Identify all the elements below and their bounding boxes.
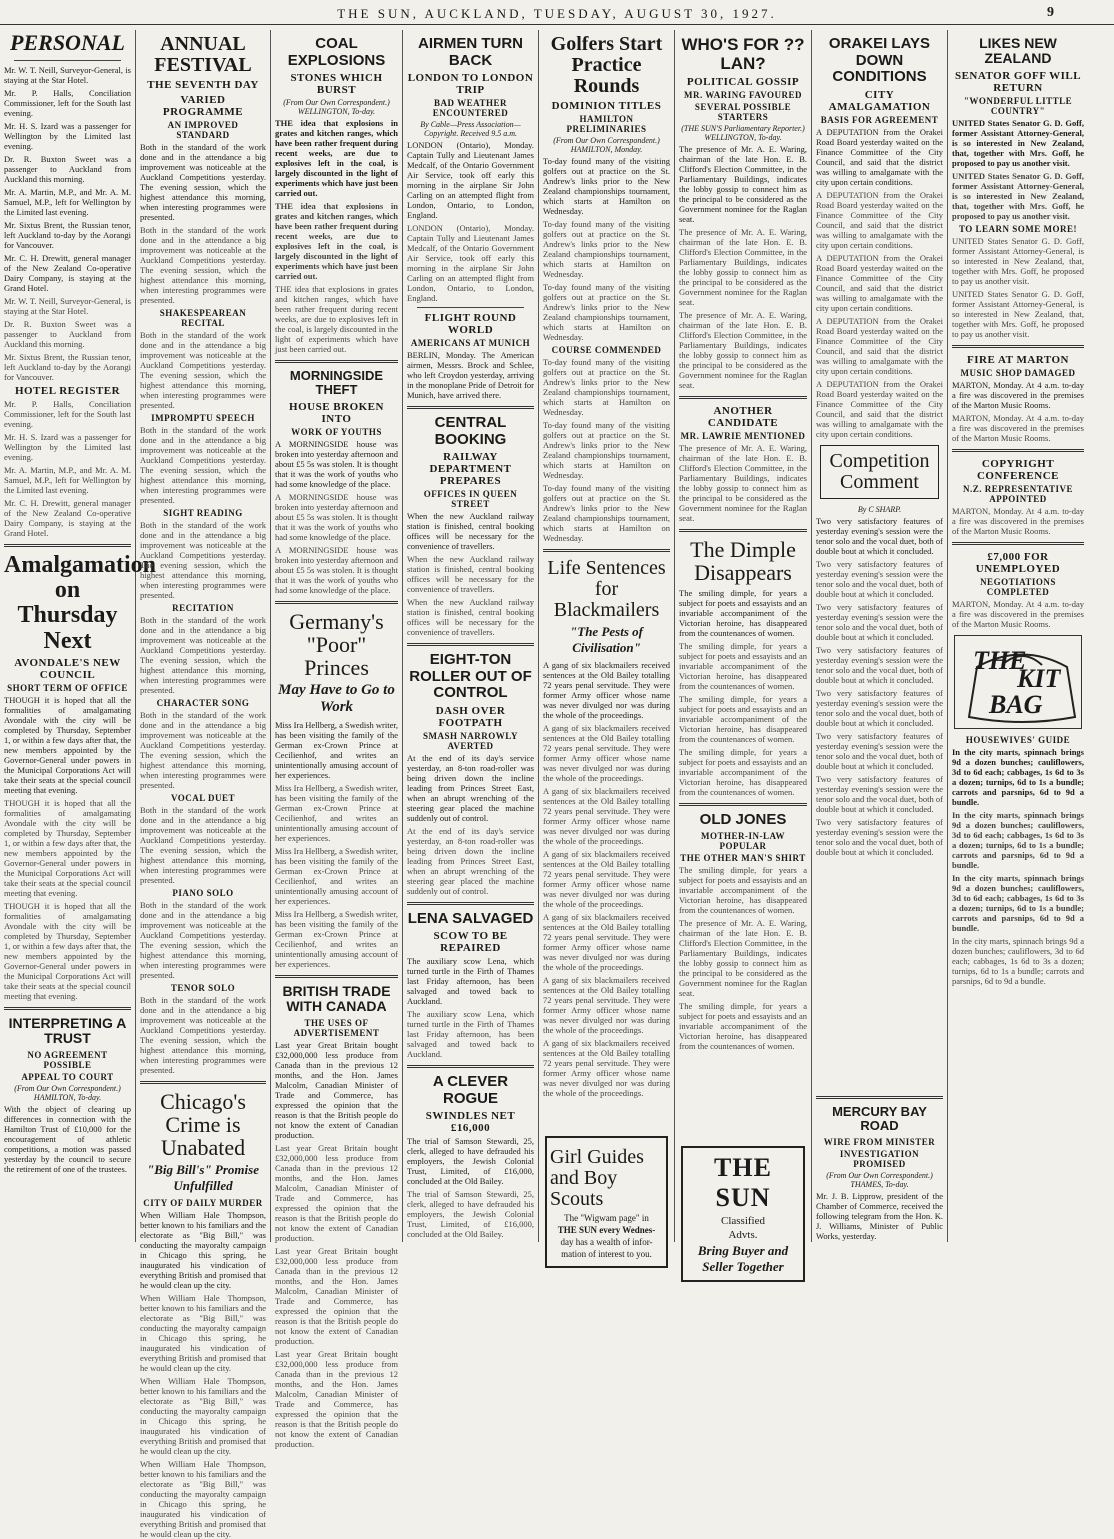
life-headline: Life Sentences for Blackmailers (547, 557, 666, 621)
article-body: To-day found many of the visiting golfers out at practice on the St. Andrew's links prior to the New Zealand championships tournament, which starts at Hamilton on Wednesday. (543, 219, 670, 279)
classified-ad-title: THE SUN (714, 1153, 772, 1212)
article-body: THE idea that explosions in grates and kitchen ranges, which have been rather frequent during recent weeks, are due to explosives left in the coal, is largely discounted in the light of experiments which have just been carried out. (275, 118, 398, 198)
article-body: Last year Great Britain bought £32,000,000 less produce from Canada than in the previous 12 months, and the Hon. James Malcolm, Canadian Minister of Trade and Commerce, has expressed the opinion that the reason is that the British people do not know the extent of Canadian production. (275, 1245, 398, 1346)
article-body: The trial of Samson Stewardi, 25, clerk, alleged to have defrauded his employers, the Jewish Colonial Trust, Limited, of £16,000, concluded at the Old Bailey. (407, 1189, 534, 1239)
article-body: Both in the standard of the work done and in the attendance a big improvement was noticeable at the Auckland Competitions yesterday. The evening session, which the highest attendance this morning, when interesting programmes were presented. (140, 142, 266, 222)
divider (4, 1007, 131, 1010)
section-heading: VOCAL DUET (170, 793, 236, 803)
chicago-kicker: CITY OF DAILY MURDER (143, 1198, 263, 1209)
divider (952, 542, 1084, 545)
byline: (From Our Own Correspondent.) HAMILTON, To-day. (14, 1083, 121, 1102)
article-body: The presence of Mr. A. E. Waring, chairman of the late Hon. E. B. Clifford's Election Committee, in the Parliamentary Buildings, indicates the lobby gossip to connect him as the principal to be considered as the Government nominee for the Raglan seat. (679, 144, 807, 225)
morningside-kicker: WORK OF YOUTHS (291, 426, 382, 437)
article-body: The auxiliary scow Lena, which turned turtle in the Firth of Thames last Friday afternoon, has been salvaged and towed back to Auckland. (407, 956, 534, 1006)
scouts-line: THE SUN every Wednes- (557, 1225, 656, 1235)
jones-headline: OLD JONES (699, 810, 787, 828)
article-body: When the new Auckland railway station is finished, central booking offices will be necessary for the convenience of travellers. (407, 511, 534, 551)
column-2 (136, 30, 271, 1539)
festival-subhead-2: VARIED PROGRAMME (162, 94, 244, 118)
byline: By C SHARP. (857, 504, 902, 514)
article-body: Last year Great Britain bought £32,000,000 less produce from Canada than in the previous 12 months, and the Hon. James Malcolm, Canadian Minister of Trade and Commerce, has expressed the opinion that the reason is that the British people do not know the extent of Canadian production. (275, 1039, 398, 1140)
divider (14, 60, 121, 61)
article-body: Miss Ira Hellberg, a Swedish writer, has been visiting the family of the German ex-Crown Prince at Cecilienhof, and writes an unintentionally amusing account of her experiences. (275, 845, 398, 906)
article-body: A DEPUTATION from the Orakei Road Board yesterday waited on the Finance Committee of the City Council, and said that the district was willing to amalgamate with the city upon certain conditions. (816, 189, 943, 250)
learn-heading: TO LEARN SOME MORE! (958, 223, 1078, 234)
booking-kicker: OFFICES IN QUEEN STREET (423, 489, 518, 509)
who-kicker-2: SEVERAL POSSIBLE STARTERS (694, 102, 792, 123)
who-kicker: MR. WARING FAVOURED (683, 90, 803, 101)
likes-kicker: "WONDERFUL LITTLE COUNTRY" (963, 95, 1073, 116)
article-body: The smiling dimple, for years a subject for poets and essayists and an invariable accompaniment of the Victorian heroine, has disappeared from the countenances of women. (679, 587, 807, 638)
article-body: Both in the standard of the work done and in the attendance a big improvement was noticeable at the Auckland Competitions yesterday. The evening session, which the highest attendance this morning, when interesting programmes were presented. (140, 425, 266, 505)
chicago-subhead: "Big Bill's" Promise Unfulfilled (147, 1162, 259, 1194)
who-subhead: POLITICAL GOSSIP (686, 76, 800, 89)
article-body: To-day found many of the visiting golfers out at practice on the St. Andrew's links prior to the New Zealand championships tournament, which starts at Hamilton on Wednesday. (543, 156, 670, 216)
divider (417, 307, 524, 308)
divider (407, 1065, 534, 1068)
article-body: Two very satisfactory features of yesterday evening's session were the tenor solo and the vocal duet, both of double bout at which it concluded. (816, 558, 943, 599)
article-body: Two very satisfactory features of yesterday evening's session were the tenor solo and the vocal duet, both of double bout at which it concluded. (816, 515, 943, 556)
personal-item: Mr. W. T. Neill, Surveyor-General, is staying at the Star Hotel. (4, 65, 131, 85)
article-body: When the new Auckland railway station is finished, central booking offices will be necessary for the convenience of travellers. (407, 597, 534, 637)
personal-item: Mr. Sixtus Brent, the Russian tenor, left Auckland to-day by the Aorangi for Vancouver. (4, 352, 131, 382)
article-body: UNITED States Senator G. D. Goff, former Assistant Attorney-General, is so interested in New Zealand, that, together with Mrs. Goff, he proposed to pay us another visit. (952, 117, 1084, 168)
flight-headline: FLIGHT ROUND WORLD (424, 312, 517, 336)
golfers-headline: Golfers Start Practice Rounds (550, 33, 663, 97)
article-body: MARTON, Monday. At 4 a.m. to-day a fire was discovered in the premises of the Marton Music Rooms. (952, 598, 1084, 629)
scouts-line: day has a wealth of infor- (560, 1237, 653, 1247)
lena-subhead: SCOW TO BE REPAIRED (433, 930, 508, 954)
article-body: A DEPUTATION from the Orakei Road Board yesterday waited on the Finance Committee of the City Council, and said that the district was willing to amalgamate with the city upon certain conditions. (816, 315, 943, 376)
divider (679, 803, 807, 806)
personal-item: Mr. A. Martin, M.P., and Mr. A. M. Samuel, M.P., left for Wellington by the Limited last evening. (4, 187, 131, 217)
festival-headline: ANNUAL FESTIVAL (154, 33, 252, 76)
article-body: Both in the standard of the work done and in the attendance a big improvement was noticeable at the Auckland Competitions yesterday. The evening session, which the highest attendance this morning, when interesting programmes were presented. (140, 330, 266, 410)
who-headline: WHO'S FOR ??LAN? (681, 35, 805, 73)
article-body: When the new Auckland railway station is finished, central booking offices will be necessary for the convenience of travellers. (407, 554, 534, 594)
personal-item: Dr. R. Buxton Sweet was a passenger to Auckland from Auckland this morning. (4, 154, 131, 184)
hotel-register-heading: HOTEL REGISTER (14, 385, 121, 397)
personal-item: Mr. A. Martin, M.P., and Mr. A. M. Samuel, M.P., left for Wellington by the Limited last evening. (4, 465, 131, 495)
orakei-kicker: BASIS FOR AGREEMENT (820, 114, 939, 125)
amalgamation-subhead: AVONDALE'S NEW COUNCIL (14, 656, 121, 681)
classified-ad-line: Advts. (728, 1229, 758, 1241)
germany-headline: Germany's "Poor" Princes (289, 608, 384, 680)
personal-item: Mr. H. S. Izard was a passenger for Wellington by the Limited last evening. (4, 432, 131, 462)
mercury-kicker: INVESTIGATION PROMISED (839, 1148, 920, 1169)
jones-kicker: THE OTHER MAN'S SHIRT (680, 853, 806, 864)
booking-subhead: RAILWAY DEPARTMENT PREPARES (429, 451, 512, 487)
article-body: To-day found many of the visiting golfers out at practice on the St. Andrew's links prior to the New Zealand championships tournament, which starts at Hamilton on Wednesday. (543, 420, 670, 480)
article-body: The smiling dimple, for years a subject for poets and essayists and an invariable accompaniment of the Victorian heroine, has disappeared from the countenances of women. (679, 640, 807, 691)
article-body: When William Hale Thompson, better known to his familiars and the electorate as "Big Bill," was conducting the mayoralty campaign in Chicago this spring, he inaugurated his vindication of everything British and promised that he would clean up the city. (140, 1293, 266, 1374)
article-body: Two very satisfactory features of yesterday evening's session were the tenor solo and the vocal duet, both of double bout at which it concluded. (816, 687, 943, 728)
article-body: A MORNINGSIDE house was broken into yesterday afternoon and about £5 5s was stolen. It is thought that it was the work of youths who had some knowledge of the place. (275, 491, 398, 542)
section-heading: IMPROMPTU SPEECH (151, 413, 255, 423)
article-body: MARTON, Monday. At 4 a.m. to-day a fire was discovered in the premises of the Marton Music Rooms. (952, 379, 1084, 410)
divider (275, 601, 398, 604)
article-body: The auxiliary scow Lena, which turned turtle in the Firth of Thames last Friday afternoon, has been salvaged and towed back to Auckland. (407, 1009, 534, 1059)
bag-word: BAG (989, 689, 1043, 719)
classified-ad-slogan: Seller Together (702, 1259, 784, 1274)
scouts-ad-box (545, 1136, 668, 1268)
article-body: THOUGH it is hoped that all the formalities of amalgamating Avondale with the city will be completed by Thursday, September 1, or within a few days after that, the new members appointed by the Governor-General under powers in the Municipal Corporations Act will take their seats at the special council meeting that evening. (4, 797, 131, 898)
divider (816, 1096, 943, 1099)
mercury-headline: MERCURY BAY ROAD (832, 1104, 927, 1134)
competition-box (820, 445, 939, 499)
jones-subhead: MOTHER-IN-LAW POPULAR (700, 831, 785, 852)
booking-headline: CENTRAL BOOKING (434, 414, 507, 448)
fire-subhead: MUSIC SHOP DAMAGED (960, 367, 1076, 378)
roller-headline: EIGHT-TON ROLLER OUT OF CONTROL (409, 651, 532, 701)
article-body: Both in the standard of the work done and in the attendance a big improvement was noticeable at the Auckland Competitions yesterday. The evening session, which the highest attendance this morning, when interesting programmes were presented. (140, 995, 266, 1075)
article-body: A DEPUTATION from the Orakei Road Board yesterday waited on the Finance Committee of the City Council, and said that the district was willing to amalgamate with the city upon certain conditions. (816, 252, 943, 313)
unemployed-headline: £7,000 FOR UNEMPLOYED (975, 550, 1061, 575)
chicago-headline: Chicago's Crime is Unabated (160, 1089, 246, 1161)
section-heading: SIGHT READING (163, 508, 243, 518)
column-4 (403, 30, 539, 1242)
article-body: Last year Great Britain bought £32,000,000 less produce from Canada than in the previous 12 months, and the Hon. James Malcolm, Canadian Minister of Trade and Commerce, has expressed the opinion that the reason is that the British people do not know the extent of Canadian production. (275, 1348, 398, 1449)
kit-bag-illustration (954, 635, 1082, 729)
golfers-kicker: HAMILTON PRELIMINARIES (566, 114, 647, 134)
column-7 (812, 30, 948, 1242)
divider (952, 449, 1084, 452)
dimple-headline: The Dimple Disappears (690, 537, 796, 586)
mercury-subhead: WIRE FROM MINISTER (823, 1136, 936, 1147)
another-headline: ANOTHER CANDIDATE (707, 405, 779, 430)
coal-headline: COAL EXPLOSIONS (287, 35, 386, 69)
article-body: THOUGH it is hoped that all the formalities of amalgamating Avondale with the city will be completed by Thursday, September 1, or within a few days after that, the new members appointed by the Governor-General under powers in the Municipal Corporations Act will take their seats at the special council meeting that evening. (4, 900, 131, 1001)
article-body: A gang of six blackmailers received sentences at the Old Bailey totalling 72 years penal servitude. They were former Army officer whose name was never divulged nor was during the whole of the proceedings. (543, 1038, 670, 1098)
section-heading: TENOR SOLO (170, 983, 236, 993)
article-body: To-day found many of the visiting golfers out at practice on the St. Andrew's links prior to the New Zealand championships tournament, which starts at Hamilton on Wednesday. (543, 282, 670, 342)
column-3 (271, 30, 403, 1449)
divider (407, 406, 534, 409)
divider (407, 902, 534, 905)
article-body: A gang of six blackmailers received sentences at the Old Bailey totalling 72 years penal servitude. They were former Army officer whose name was never divulged nor was during the whole of the proceedings. (543, 912, 670, 972)
article-body: With the object of clearing up differences in connection with the Hamilton Trust of £10,000 for the encouragement of athletic competitions, a motion was passed yesterday by the council to secure the retirement of one of the trustees. (4, 1103, 131, 1174)
article-body: Both in the standard of the work done and in the attendance a big improvement was noticeable at the Auckland Competitions yesterday. The evening session, which the highest attendance this morning, when interesting programmes were presented. (140, 615, 266, 695)
article-body: UNITED States Senator G. D. Goff, former Assistant Attorney-General, is so interested in New Zealand, that, together with Mrs. Goff, he proposed to pay us another visit. (952, 235, 1084, 286)
section-heading: CHARACTER SONG (156, 698, 250, 708)
article-body: A DEPUTATION from the Orakei Road Board yesterday waited on the Finance Committee of the City Council, and said that the district was willing to amalgamate with the city upon certain conditions. (816, 126, 943, 187)
trust-subhead: NO AGREEMENT POSSIBLE (27, 1049, 108, 1070)
article-body: Last year Great Britain bought £32,000,000 less produce from Canada than in the previous 12 months, and the Hon. James Malcolm, Canadian Minister of Trade and Commerce, has expressed the opinion that the reason is that the British people do not know the extent of Canadian production. (275, 1142, 398, 1243)
divider (275, 975, 398, 978)
festival-kicker: AN IMPROVED STANDARD (167, 120, 239, 140)
byline: (From Our Own Correspondent.) HAMILTON, Monday. (553, 136, 660, 154)
amalgamation-kicker: SHORT TERM OF OFFICE (7, 682, 128, 693)
germany-subhead: May Have to Go to Work (278, 681, 395, 715)
another-subhead: MR. LAWRIE MENTIONED (680, 431, 806, 442)
article-body: MARTON, Monday. At 4 a.m. to-day a fire was discovered in the premises of the Marton Music Rooms. (952, 505, 1084, 536)
article-body: The presence of Mr. A. E. Waring, chairman of the late Hon. E. B. Clifford's Election Committee, in the Parliamentary Buildings, indicates the lobby gossip to connect him as the principal to be considered as the Government nominee for the Raglan seat. (679, 918, 807, 999)
divider (952, 345, 1084, 348)
article-body: Miss Ira Hellberg, a Swedish writer, has been visiting the family of the German ex-Crown Prince at Cecilienhof, and writes an unintentionally amusing account of her experiences. (275, 782, 398, 843)
byline: By Cable—Press Association—Copyright. Received 9.5 a.m. (420, 120, 521, 138)
competition-headline: Competition Comment (829, 449, 930, 493)
article-body: Miss Ira Hellberg, a Swedish writer, has been visiting the family of the German ex-Crown Prince at Cecilienhof, and writes an unintentionally amusing account of her experiences. (275, 719, 398, 780)
article-body: A DEPUTATION from the Orakei Road Board yesterday waited on the Finance Committee of the City Council, and said that the district was willing to amalgamate with the city upon certain conditions. (816, 378, 943, 439)
article-body: LONDON (Ontario), Monday. Captain Tully and Lieutenant James Medcalf, of the Ontario Government Air Service, took off early this morning in the airplane Sir John Carling on an attempted flight from London, Ontario, to London, England. (407, 140, 534, 220)
article-body: Two very satisfactory features of yesterday evening's session were the tenor solo and the vocal duet, both of double bout at which it concluded. (816, 601, 943, 642)
article-body: UNITED States Senator G. D. Goff, former Assistant Attorney-General, is so interested in New Zealand, that, together with Mrs. Goff, he proposed to pay us another visit. (952, 170, 1084, 221)
divider (543, 549, 670, 552)
trust-headline: INTERPRETING A TRUST (8, 1014, 127, 1047)
festival-subhead: THE SEVENTH DAY (147, 79, 259, 91)
personal-header: PERSONAL (10, 30, 125, 55)
airmen-headline: AIRMEN TURN BACK (418, 35, 523, 69)
article-body: The smiling dimple, for years a subject for poets and essayists and an invariable accompaniment of the Victorian heroine, has disappeared from the countenances of women. (679, 746, 807, 797)
section-heading: SHAKESPEAREAN RECITAL (159, 308, 247, 328)
divider (679, 529, 807, 532)
airmen-subhead: LONDON TO LONDON TRIP (407, 72, 534, 96)
copyright-headline: COPYRIGHT CONFERENCE (976, 457, 1059, 482)
article-body: When William Hale Thompson, better known to his familiars and the electorate as "Big Bill," was conducting the mayoralty campaign in Chicago this spring, he inaugurated his vindication of everything British and promised that he would clean up the city. (140, 1376, 266, 1457)
article-body: In the city marts, spinnach brings 9d a dozen bunches; cauliflowers, 3d to 6d each; cabbages, 1s 6d to 3s a dozen; turnips, 6d to 1s a bundle; carrots and parsnips, 6d to 9d a bundle. (952, 872, 1084, 933)
article-body: At the end of its day's service yesterday, an 8-ton road-roller was being driven down the incline leading from Princes Street East, when an abrupt wrenching of the steering gear placed the machine suddenly out of control. (407, 825, 534, 896)
article-body: The trial of Samson Stewardi, 25, clerk, alleged to have defrauded his employers, the Jewish Colonial Trust, Limited, of £16,000, concluded at the Old Bailey. (407, 1136, 534, 1186)
masthead-title: THE SUN, AUCKLAND, TUESDAY, AUGUST 30, 1927. (337, 6, 777, 21)
scouts-headline: Girl Guides and Boy Scouts (550, 1146, 644, 1210)
bag-caption: HOUSEWIVES' GUIDE (965, 734, 1071, 745)
article-body: A gang of six blackmailers received sentences at the Old Bailey totalling 72 years penal servitude. They were former Army officer whose name was never divulged nor was during the whole of the proceedings. (543, 849, 670, 909)
article-body: A gang of six blackmailers received sentences at the Old Bailey totalling 72 years penal servitude. They were former Army officer whose name was never divulged nor was during the whole of the proceedings. (543, 723, 670, 783)
divider (407, 643, 534, 646)
article-body: Mr. J. B. Lipprow, president of the Chamber of Commerce, received the following telegram from the Hon. K. J. Williams, Minister of Public Works, yesterday. (816, 1190, 943, 1241)
article-body: Both in the standard of the work done and in the attendance a big improvement was noticeable at the Auckland Competitions yesterday. The evening session, which the highest attendance this morning, when interesting programmes were presented. (140, 900, 266, 980)
personal-item: Mr. Sixtus Brent, the Russian tenor, left Auckland to-day by the Aorangi for Vancouver. (4, 220, 131, 250)
british-trade-headline: BRITISH TRADE WITH CANADA (282, 982, 391, 1015)
article-body: BERLIN, Monday. The American airmen, Messrs. Brock and Schlee, who left Croydon yesterday, arriving in the monoplane Pride of Detroit for Munich, have arrived there. (407, 350, 534, 400)
article-body: In the city marts, spinnach brings 9d a dozen bunches; cauliflowers, 3d to 6d each; cabbages, 1s 6d to 3s a dozen; turnips, 6d to 1s a bundle; carrots and parsnips, 6d to 9d a bundle. (952, 809, 1084, 870)
article-body: A gang of six blackmailers received sentences at the Old Bailey totalling 72 years penal servitude. They were former Army officer whose name was never divulged nor was during the whole of the proceedings. (543, 975, 670, 1035)
page-number: 9 (1047, 5, 1054, 20)
article-body: UNITED States Senator G. D. Goff, former Assistant Attorney-General, is so interested in New Zealand, that, together with Mrs. Goff, he proposed to pay us another visit. (952, 288, 1084, 339)
column-1 (0, 30, 156, 1242)
article-body: Two very satisfactory features of yesterday evening's session were the tenor solo and the vocal duet, both of double bout at which it concluded. (816, 730, 943, 771)
article-body: At the end of its day's service yesterday, an 8-ton road-roller was being driven down the incline leading from Princes Street East, when an abrupt wrenching of the steering gear placed the machine suddenly out of control. (407, 752, 534, 823)
british-trade-subhead: THE USES OF ADVERTISEMENT (293, 1017, 380, 1038)
article-body: Two very satisfactory features of yesterday evening's session were the tenor solo and the vocal duet, both of double bout at which it concluded. (816, 644, 943, 685)
article-body: MARTON, Monday. At 4 a.m. to-day a fire was discovered in the premises of the Marton Music Rooms. (952, 412, 1084, 443)
lena-headline: LENA SALVAGED (407, 909, 534, 927)
morningside-subhead: HOUSE BROKEN INTO (289, 400, 384, 425)
divider (140, 1081, 266, 1084)
article-body: THOUGH it is hoped that all the formalities of amalgamating Avondale with the city will be completed by Thursday, September 1, or within a few days after that, the new members appointed by the Governor-General under powers in the Municipal Corporations Act will take their seats at the special council meeting that evening. (4, 694, 131, 795)
roller-subhead: DASH OVER FOOTPATH (435, 704, 506, 729)
article-body: Both in the standard of the work done and in the attendance a big improvement was noticeable at the Auckland Competitions yesterday. The evening session, which the highest attendance this morning, when interesting programmes were presented. (140, 805, 266, 885)
column-6 (675, 30, 812, 1274)
flight-subhead: AMERICANS AT MUNICH (410, 338, 531, 348)
article-body: A gang of six blackmailers received sentences at the Old Bailey totalling 72 years penal servitude. They were former Army officer whose name was never divulged nor was during the whole of the proceedings. (543, 786, 670, 846)
copyright-subhead: N.Z. REPRESENTATIVE APPOINTED (963, 483, 1073, 504)
rogue-subhead: SWINDLES NET £16,000 (425, 1110, 516, 1134)
fire-headline: FIRE AT MARTON (967, 353, 1069, 366)
personal-item: Mr. C. H. Drewitt, general manager of the New Zealand Co-operative Dairy Company, is staying at the Grand Hotel. (4, 498, 131, 538)
article-body: A gang of six blackmailers received sentences at the Old Bailey totalling 72 years penal servitude. They were former Army officer whose name was never divulged nor was during the whole of the proceedings. (543, 660, 670, 720)
article-body: To-day found many of the visiting golfers out at practice on the St. Andrew's links prior to the New Zealand championships tournament, which starts at Hamilton on Wednesday. (543, 483, 670, 543)
article-body: The smiling dimple, for years a subject for poets and essayists and an invariable accompaniment of the Victorian heroine, has disappeared from the countenances of women. (679, 1001, 807, 1052)
morningside-headline: MORNINGSIDE THEFT (289, 368, 384, 398)
likes-subhead: SENATOR GOFF WILL RETURN (954, 69, 1082, 94)
article-body: The presence of Mr. A. E. Waring, chairman of the late Hon. E. B. Clifford's Election Committee, in the Parliamentary Buildings, indicates the lobby gossip to connect him as the principal to be considered as the Government nominee for the Raglan seat. (679, 443, 807, 524)
column-8 (948, 30, 1088, 1242)
article-body: The presence of Mr. A. E. Waring, chairman of the late Hon. E. B. Clifford's Election Committee, in the Parliamentary Buildings, indicates the lobby gossip to connect him as the principal to be considered as the Government nominee for the Raglan seat. (679, 310, 807, 391)
amalgamation-headline: Amalgamation on Thursday Next (4, 552, 156, 654)
likes-headline: LIKES NEW ZEALAND (979, 35, 1057, 67)
article-body: A MORNINGSIDE house was broken into yesterday afternoon and about £5 5s was stolen. It is thought that it was the work of youths who had some knowledge of the place. (275, 438, 398, 489)
divider (4, 544, 131, 547)
personal-item: Mr. H. S. Izard was a passenger for Wellington by the Limited last evening. (4, 121, 131, 151)
article-body: A MORNINGSIDE house was broken into yesterday afternoon and about £5 5s was stolen. It is thought that it was the work of youths who had some knowledge of the place. (275, 544, 398, 595)
article-body: In the city marts, spinnach brings 9d a dozen bunches; cauliflowers, 3d to 6d each; cabbages, 1s 6d to 3s a dozen; turnips, 6d to 1s a bundle; carrots and parsnips, 6d to 9d a bundle. (952, 746, 1084, 807)
scouts-line: mation of interest to you. (561, 1249, 652, 1259)
column-5 (539, 30, 675, 1259)
personal-item: Dr. R. Buxton Sweet was a passenger to Auckland from Auckland this morning. (4, 319, 131, 349)
mercury-article (816, 1090, 943, 1244)
byline: (THE SUN'S Parliamentary Reporter.) WELLINGTON, To-day. (681, 124, 805, 143)
personal-item: Mr. W. T. Neill, Surveyor-General, is staying at the Star Hotel. (4, 296, 131, 316)
article-body: The smiling dimple, for years a subject for poets and essayists and an invariable accompaniment of the Victorian heroine, has disappeared from the countenances of women. (679, 693, 807, 744)
article-body: In the city marts, spinnach brings 9d a dozen bunches; cauliflowers, 3d to 6d each; cabbages, 1s 6d to 3s a dozen; turnips, 6d to 1s a bundle; carrots and parsnips, 6d to 9d a bundle. (952, 935, 1084, 986)
scouts-line: The "Wigwam page" in (564, 1213, 649, 1223)
section-heading: COURSE COMMENDED (551, 345, 662, 355)
classified-ad-box (681, 1146, 805, 1282)
personal-item: Mr. P. Halls, Conciliation Commissioner, left for the South last evening. (4, 399, 131, 429)
article-body: To-day found many of the visiting golfers out at practice on the St. Andrew's links prior to the New Zealand championships tournament, which starts at Hamilton on Wednesday. (543, 357, 670, 417)
divider (679, 396, 807, 399)
article-body: Two very satisfactory features of yesterday evening's session were the tenor solo and the vocal duet, both of double bout at which it concluded. (816, 816, 943, 857)
article-body: When William Hale Thompson, better known to his familiars and the electorate as "Big Bill," was conducting the mayoralty campaign in Chicago this spring, he inaugurated his vindication of everything British and promised that he would clean up the city. (140, 1459, 266, 1539)
section-heading: RECITATION (172, 603, 234, 613)
unemployed-subhead: NEGOTIATIONS COMPLETED (980, 576, 1056, 597)
divider (275, 360, 398, 363)
rogue-headline: A CLEVER ROGUE (432, 1073, 509, 1107)
golfers-subhead: DOMINION TITLES (551, 100, 662, 112)
coal-subhead: STONES WHICH BURST (290, 72, 383, 96)
article-body: The presence of Mr. A. E. Waring, chairman of the late Hon. E. B. Clifford's Election Committee, in the Parliamentary Buildings, indicates the lobby gossip to connect him as the principal to be considered as the Government nominee for the Raglan seat. (679, 227, 807, 308)
article-body: LONDON (Ontario), Monday. Captain Tully and Lieutenant James Medcalf, of the Ontario Government Air Service, took off early this morning in the airplane Sir John Carling on an attempted flight from London, Ontario, to London, England. (407, 223, 534, 303)
article-body: The smiling dimple, for years a subject for poets and essayists and an invariable accompaniment of the Victorian heroine, has disappeared from the countenances of women. (679, 865, 807, 916)
roller-kicker: SMASH NARROWLY AVERTED (423, 730, 518, 751)
life-subhead: "The Pests of Civilisation" (570, 624, 643, 655)
classified-ad-line: Classified (721, 1215, 765, 1227)
orakei-subhead: CITY AMALGAMATION (828, 88, 931, 113)
article-body: Both in the standard of the work done and in the attendance a big improvement was noticeable at the Auckland Competitions yesterday. The evening session, which the highest attendance this morning, when interesting programmes were presented. (140, 520, 266, 600)
masthead (0, 4, 1114, 25)
personal-item: Mr. P. Halls, Conciliation Commissioner, left for the South last evening. (4, 88, 131, 118)
personal-item: Mr. C. H. Drewitt, general manager of the New Zealand Co-operative Dairy Company, is staying at the Grand Hotel. (4, 253, 131, 293)
airmen-kicker: BAD WEATHER ENCOUNTERED (432, 98, 509, 118)
section-heading: PIANO SOLO (172, 888, 234, 898)
byline: (From Our Own Correspondent.) THAMES, To-day. (826, 1170, 933, 1189)
byline: (From Our Own Correspondent.) WELLINGTON, To-day. (283, 98, 390, 116)
article-body: Two very satisfactory features of yesterday evening's session were the tenor solo and the vocal duet, both of double bout at which it concluded. (816, 773, 943, 814)
article-body: THE idea that explosions in grates and kitchen ranges, which have been rather frequent during recent weeks, are due to explosives left in the coal, is largely discounted in the light of experiments which have just been carried out. (275, 201, 398, 281)
orakei-headline: ORAKEI LAYS DOWN CONDITIONS (828, 35, 931, 85)
article-body: When William Hale Thompson, better known to his familiars and the electorate as "Big Bill," was conducting the mayoralty campaign in Chicago this spring, he inaugurated his vindication of everything British and promised that he would clean up the city. (140, 1210, 266, 1291)
article-body: Both in the standard of the work done and in the attendance a big improvement was noticeable at the Auckland Competitions yesterday. The evening session, which the highest attendance this morning, when interesting programmes were presented. (140, 225, 266, 305)
classified-ad-slogan: Bring Buyer and (697, 1243, 789, 1258)
article-body: Miss Ira Hellberg, a Swedish writer, has been visiting the family of the German ex-Crown Prince at Cecilienhof, and writes an unintentionally amusing account of her experiences. (275, 908, 398, 969)
trust-kicker: APPEAL TO COURT (21, 1071, 114, 1082)
bag-word: THE (973, 645, 1027, 675)
bag-word: KIT (1017, 663, 1061, 693)
article-body: THE idea that explosions in grates and kitchen ranges, which have been rather frequent during recent weeks, are due to explosives left in the coal, is largely discounted in the light of experiments which have just been carried out. (275, 284, 398, 354)
article-body: Both in the standard of the work done and in the attendance a big improvement was noticeable at the Auckland Competitions yesterday. The evening session, which the highest attendance this morning, when interesting programmes were presented. (140, 710, 266, 790)
